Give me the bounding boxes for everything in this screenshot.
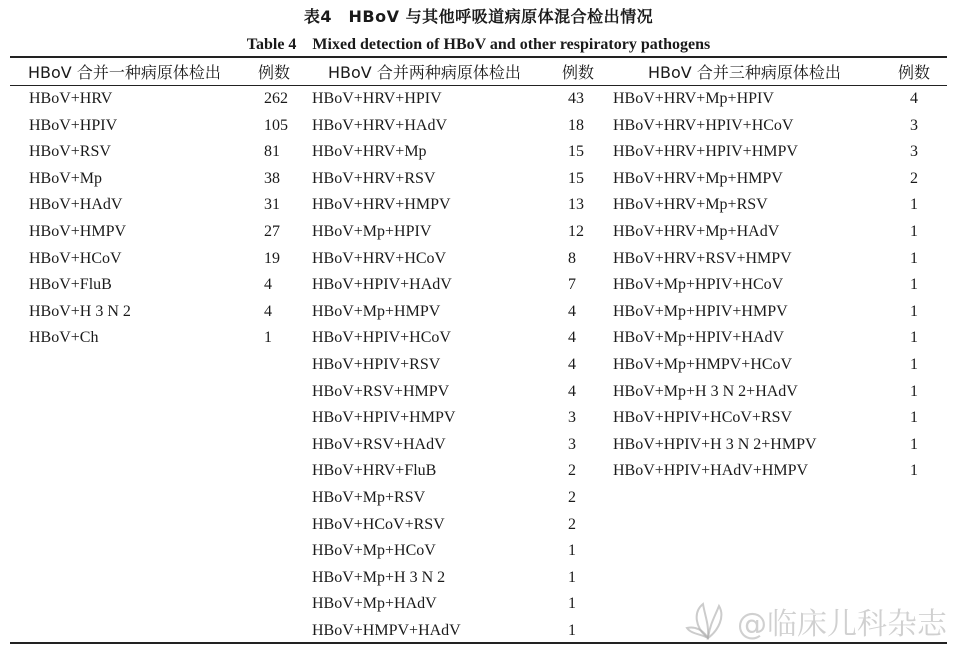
pathogen-combination: HBoV+HRV+RSV+HMPV [613, 249, 792, 267]
table-title-chinese: 表4 HBoV 与其他呼吸道病原体混合检出情况 [303, 7, 654, 26]
pathogen-combination: HBoV+H 3 N 2 [29, 302, 131, 320]
table-row [312, 618, 592, 645]
case-count: 43 [568, 90, 584, 107]
pathogen-combination: HBoV+Mp+RSV [312, 488, 426, 506]
table-row [613, 299, 933, 326]
case-count: 1 [910, 409, 918, 427]
pathogen-combination: HBoV+Mp+H 3 N 2 [312, 568, 446, 586]
case-count: 105 [264, 116, 288, 134]
case-count: 8 [568, 249, 576, 267]
pathogen-combination: HBoV+Mp+HPIV+HMPV [613, 302, 788, 320]
case-count: 1 [910, 222, 918, 240]
table-row [29, 299, 299, 326]
pathogen-combination: HBoV+HRV+HAdV [312, 116, 447, 134]
table-row [312, 591, 592, 618]
table-row [312, 325, 592, 352]
case-count: 2 [568, 515, 576, 533]
table-row [312, 272, 592, 299]
table-row [312, 458, 592, 485]
pathogen-combination: HBoV+HMPV [29, 222, 127, 240]
table-row [29, 272, 299, 299]
pathogen-combination: HBoV+HRV+Mp+RSV [613, 196, 768, 214]
case-count: 18 [568, 116, 584, 134]
case-count: 7 [568, 276, 576, 294]
case-count: 27 [264, 222, 280, 240]
table-row [312, 86, 592, 113]
case-count: 2 [910, 169, 918, 187]
table-row [613, 246, 933, 273]
case-count: 3 [910, 116, 918, 134]
pathogen-combination: HBoV+Mp+HMPV+HCoV [613, 355, 793, 373]
pathogen-combination: HBoV+HCoV+RSV [312, 515, 445, 533]
pathogen-combination: HBoV+HRV+RSV [312, 169, 436, 187]
pathogen-combination: HBoV+HRV+FluB [312, 462, 437, 480]
table-row [29, 139, 299, 166]
case-count: 262 [264, 90, 288, 107]
table-row [613, 352, 933, 379]
table-row [613, 113, 933, 140]
pathogen-combination: HBoV+HRV+HCoV [312, 249, 447, 267]
table-row [312, 246, 592, 273]
table-row [613, 166, 933, 193]
table-row [312, 139, 592, 166]
pathogen-combination: HBoV+HRV+HPIV+HCoV [613, 116, 794, 134]
pathogen-combination: HBoV+HRV+HMPV [312, 196, 451, 214]
pathogen-combination: HBoV+HMPV+HAdV [312, 621, 461, 639]
table-row [613, 139, 933, 166]
table-row [29, 86, 299, 113]
table-row [312, 432, 592, 459]
table-row [312, 299, 592, 326]
case-count: 4 [568, 382, 576, 400]
case-count: 1 [910, 435, 918, 453]
table-row [613, 219, 933, 246]
pathogen-combination: HBoV+RSV+HAdV [312, 435, 446, 453]
header-two-pathogens: HBoV 合并两种病原体检出 [328, 63, 521, 82]
case-count: 13 [568, 196, 584, 214]
pathogen-combination: HBoV+HCoV [29, 249, 122, 267]
table-row [312, 379, 592, 406]
table-title-english: Table 4 Mixed detection of HBoV and other respiratory pathogens [246, 36, 711, 53]
case-count: 1 [910, 329, 918, 347]
header-one-count: 例数 [258, 63, 291, 82]
case-count: 1 [910, 382, 918, 400]
pathogen-combination: HBoV+RSV+HMPV [312, 382, 450, 400]
table-row [312, 485, 592, 512]
watermark [685, 598, 947, 644]
pathogen-combination: HBoV+Mp+HPIV [312, 222, 432, 240]
case-count: 1 [910, 249, 918, 267]
table-row [613, 325, 933, 352]
case-count: 4 [568, 355, 576, 373]
pathogen-combination: HBoV+HRV+Mp [312, 143, 427, 161]
case-count: 12 [568, 222, 584, 240]
table-row [613, 432, 933, 459]
table-row [29, 246, 299, 273]
pathogen-combination: HBoV+HRV+HPIV [312, 90, 442, 107]
header-three-pathogens: HBoV 合并三种病原体检出 [648, 63, 841, 82]
table-row [29, 113, 299, 140]
pathogen-combination: HBoV+Mp+H 3 N 2+HAdV [613, 382, 798, 400]
pathogen-combination: HBoV+HRV+Mp+HAdV [613, 222, 780, 240]
case-count: 1 [568, 621, 576, 639]
case-count: 2 [568, 462, 576, 480]
pathogen-combination: HBoV+FluB [29, 276, 112, 294]
case-count: 4 [264, 302, 272, 320]
pathogen-combination: HBoV+Mp+HAdV [312, 595, 437, 613]
header-two-count: 例数 [562, 63, 595, 82]
case-count: 4 [568, 302, 576, 320]
table-row [29, 325, 299, 352]
case-count: 1 [568, 595, 576, 613]
case-count: 15 [568, 169, 584, 187]
pathogen-combination: HBoV+HPIV+HAdV [312, 276, 452, 294]
table-row [613, 272, 933, 299]
watermark-text: @临床儿科杂志 [737, 607, 947, 642]
case-count: 3 [568, 409, 576, 427]
table-row [29, 166, 299, 193]
case-count: 1 [264, 329, 272, 347]
case-count: 4 [910, 90, 918, 107]
pathogen-combination: HBoV+Mp+HCoV [312, 542, 436, 560]
table-row [613, 405, 933, 432]
column-two-pathogens [312, 86, 592, 644]
leaf-logo-icon [685, 598, 731, 644]
header-three-count: 例数 [898, 63, 931, 82]
case-count: 15 [568, 143, 584, 161]
pathogen-combination: HBoV+HRV+Mp+HPIV [613, 90, 774, 107]
case-count: 3 [568, 435, 576, 453]
case-count: 1 [568, 542, 576, 560]
top-rule [10, 56, 947, 58]
pathogen-combination: HBoV+HRV+Mp+HMPV [613, 169, 783, 187]
case-count: 1 [910, 462, 918, 480]
case-count: 19 [264, 249, 280, 267]
case-count: 1 [910, 196, 918, 214]
case-count: 1 [910, 302, 918, 320]
header-one-pathogen: HBoV 合并一种病原体检出 [28, 63, 221, 82]
pathogen-combination: HBoV+RSV [29, 143, 111, 161]
column-one-pathogen [29, 86, 299, 352]
case-count: 38 [264, 169, 280, 187]
case-count: 1 [568, 568, 576, 586]
table-row [312, 405, 592, 432]
case-count: 2 [568, 488, 576, 506]
column-three-pathogens [613, 86, 933, 485]
pathogen-combination: HBoV+Ch [29, 329, 99, 347]
table-row [312, 352, 592, 379]
case-count: 1 [910, 276, 918, 294]
pathogen-combination: HBoV+Mp+HPIV+HAdV [613, 329, 785, 347]
pathogen-combination: HBoV+HPIV+HCoV+RSV [613, 409, 793, 427]
table-row [613, 458, 933, 485]
pathogen-combination: HBoV+HAdV [29, 196, 123, 214]
pathogen-combination: HBoV+HPIV+HAdV+HMPV [613, 462, 809, 480]
table-row [312, 565, 592, 592]
table-row [29, 219, 299, 246]
case-count: 4 [264, 276, 272, 294]
pathogen-combination: HBoV+HRV+HPIV+HMPV [613, 143, 798, 161]
pathogen-combination: HBoV+Mp [29, 169, 103, 187]
case-count: 4 [568, 329, 576, 347]
table-row [613, 86, 933, 113]
pathogen-combination: HBoV+HPIV+HMPV [312, 409, 456, 427]
table-row [613, 379, 933, 406]
case-count: 31 [264, 196, 280, 214]
table-row [312, 113, 592, 140]
table-row [312, 166, 592, 193]
pathogen-combination: HBoV+HPIV [29, 116, 118, 134]
table-row [312, 192, 592, 219]
table-row [312, 219, 592, 246]
pathogen-combination: HBoV+HRV [29, 90, 113, 107]
pathogen-combination: HBoV+HPIV+HCoV [312, 329, 451, 347]
case-count: 1 [910, 355, 918, 373]
pathogen-combination: HBoV+Mp+HMPV [312, 302, 441, 320]
pathogen-combination: HBoV+HPIV+RSV [312, 355, 441, 373]
case-count: 81 [264, 143, 280, 161]
table-row [312, 538, 592, 565]
table-row [29, 192, 299, 219]
pathogen-combination: HBoV+Mp+HPIV+HCoV [613, 276, 784, 294]
case-count: 3 [910, 143, 918, 161]
table-row [613, 192, 933, 219]
table-row [312, 512, 592, 539]
pathogen-combination: HBoV+HPIV+H 3 N 2+HMPV [613, 435, 817, 453]
